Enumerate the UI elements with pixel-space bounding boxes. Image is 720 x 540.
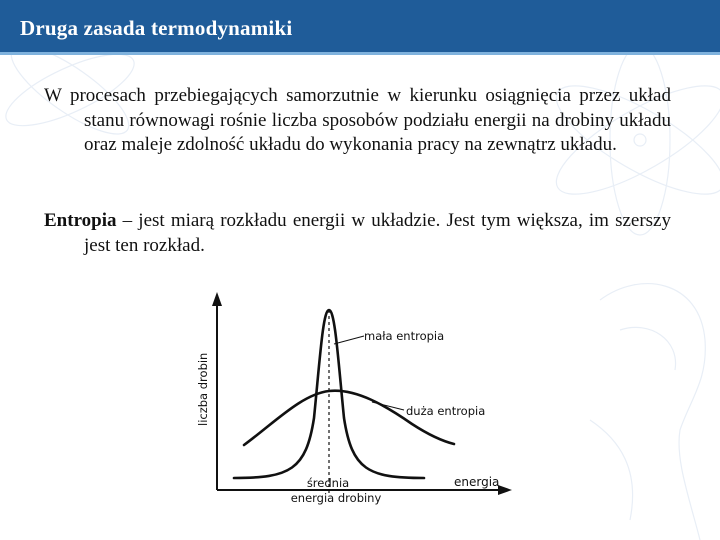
y-axis-arrowhead [212,292,222,306]
entropy-distribution-figure [180,278,520,526]
mean-energy-label-line-2: energia drobiny [290,491,382,505]
label-high-entropy: duża entropia [406,404,486,418]
mean-energy-label-line-1: średnia [306,476,350,490]
entropy-definition-text: – jest miarą rozkładu energii w układzie. Jest tym większa, im szerszy jest ten rozkład. [84,210,671,256]
paragraph-second-law-text: W procesach przebiegających samorzutnie w kierunku osiągnięcia przez układ stanu równowagi rośnie liczba sposobów podziału energii na drobiny układu oraz maleje zdolność układu do wykonania pracy na zewnątrz układu. [44,85,671,155]
entropy-distribution-diagram [180,278,520,526]
entropy-term: Entropia [44,210,117,231]
x-axis-arrowhead [498,485,512,495]
paragraph-entropy-definition [44,209,671,258]
title-bar [0,0,720,52]
title-bar-accent-stripe [0,52,720,55]
paragraph-second-law [44,84,671,158]
x-axis-label: energia [454,475,500,489]
y-axis-label: liczba drobin [196,352,210,426]
slide-title: Druga zasada termodynamiki [20,16,293,40]
label-leader-low-entropy [334,336,364,344]
label-low-entropy: mała entropia [364,329,445,343]
